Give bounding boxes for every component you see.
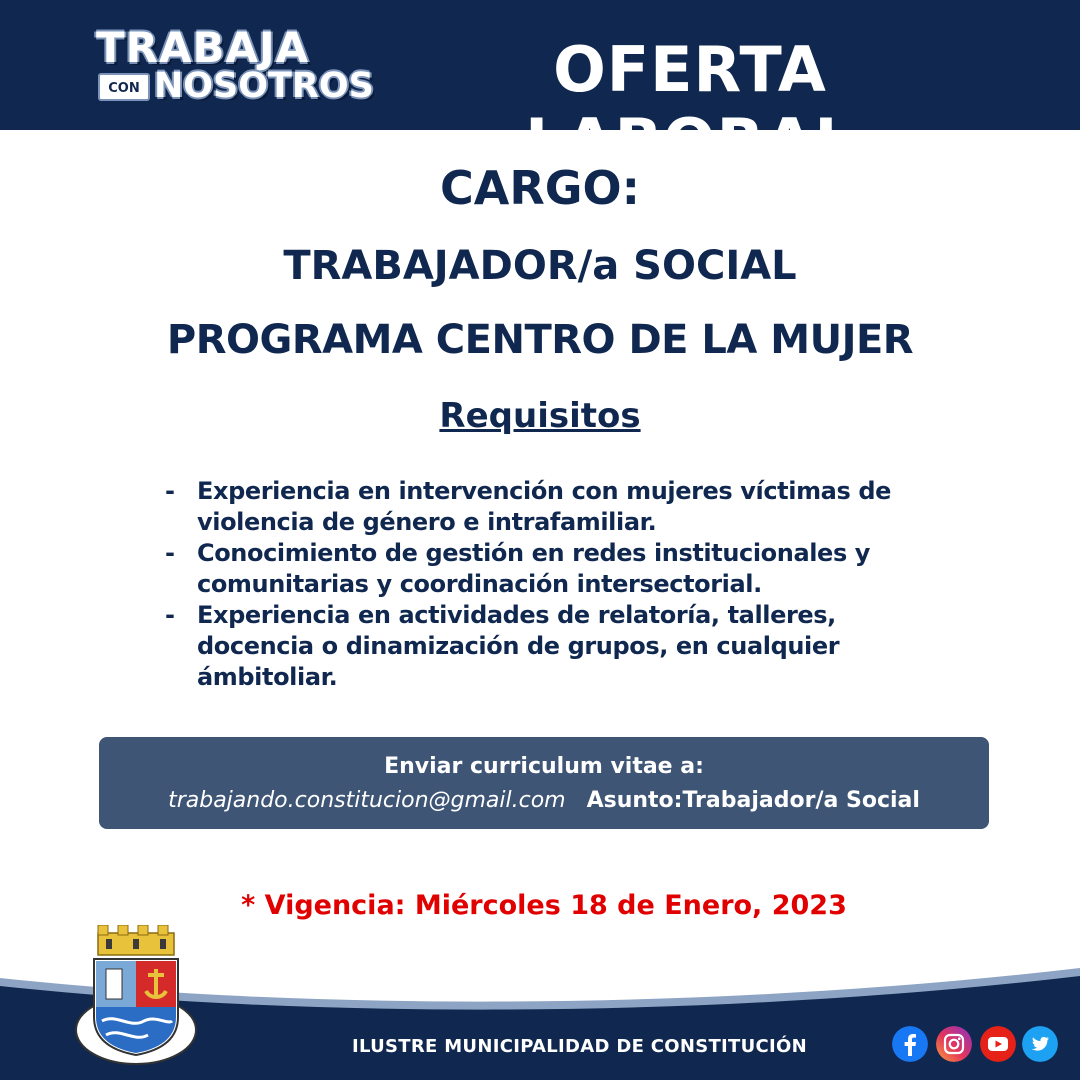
- program-title: PROGRAMA CENTRO DE LA MUJER: [166, 317, 914, 363]
- cargo-label: CARGO:: [439, 161, 641, 215]
- footer-org-name: ILUSTRE MUNICIPALIDAD DE CONSTITUCIÓN: [352, 1036, 808, 1057]
- requirement-text: Experiencia en actividades de relatoría, talleres, docencia o dinamización de grupos, en cualquier ámbitoliar.: [197, 601, 840, 691]
- bullet-dash: -: [165, 477, 175, 505]
- deadline-text: * Vigencia: Miércoles 18 de Enero, 2023: [241, 890, 847, 921]
- youtube-icon[interactable]: [980, 1026, 1016, 1062]
- header-banner: [0, 0, 1080, 178]
- instagram-icon[interactable]: [936, 1026, 972, 1062]
- requirement-item: [165, 476, 925, 538]
- requirement-item: [165, 538, 925, 600]
- contact-email-link[interactable]: trabajando.constitucion@gmail.com: [168, 788, 566, 813]
- role-title: TRABAJADOR/a SOCIAL: [283, 243, 797, 289]
- contact-box: [99, 737, 989, 829]
- requirement-text: Conocimiento de gestión en redes institucionales y comunitarias y coordinación intersectorial.: [197, 539, 871, 598]
- header-title: OFERTA LABORAL: [525, 33, 855, 178]
- requirement-text: Experiencia en intervención con mujeres víctimas de violencia de género e intrafamiliar.: [197, 477, 891, 536]
- logo-line1: TRABAJA: [96, 23, 310, 72]
- facebook-icon[interactable]: [892, 1026, 928, 1062]
- requirement-item: [165, 600, 925, 693]
- contact-line: [99, 787, 989, 815]
- logo-con: CON: [98, 73, 150, 101]
- requirements-list: [165, 476, 925, 693]
- logo-line2: NOSOTROS: [154, 66, 374, 106]
- contact-heading: Enviar curriculum vitae a:: [384, 754, 704, 779]
- municipal-crest-icon: [72, 925, 200, 1073]
- bullet-dash: -: [165, 539, 175, 567]
- twitter-icon[interactable]: [1022, 1026, 1058, 1062]
- bullet-dash: -: [165, 601, 175, 629]
- requirements-heading: Requisitos: [439, 396, 641, 436]
- trabaja-con-nosotros-logo: [96, 23, 374, 106]
- contact-subject: Asunto:Trabajador/a Social: [586, 788, 920, 813]
